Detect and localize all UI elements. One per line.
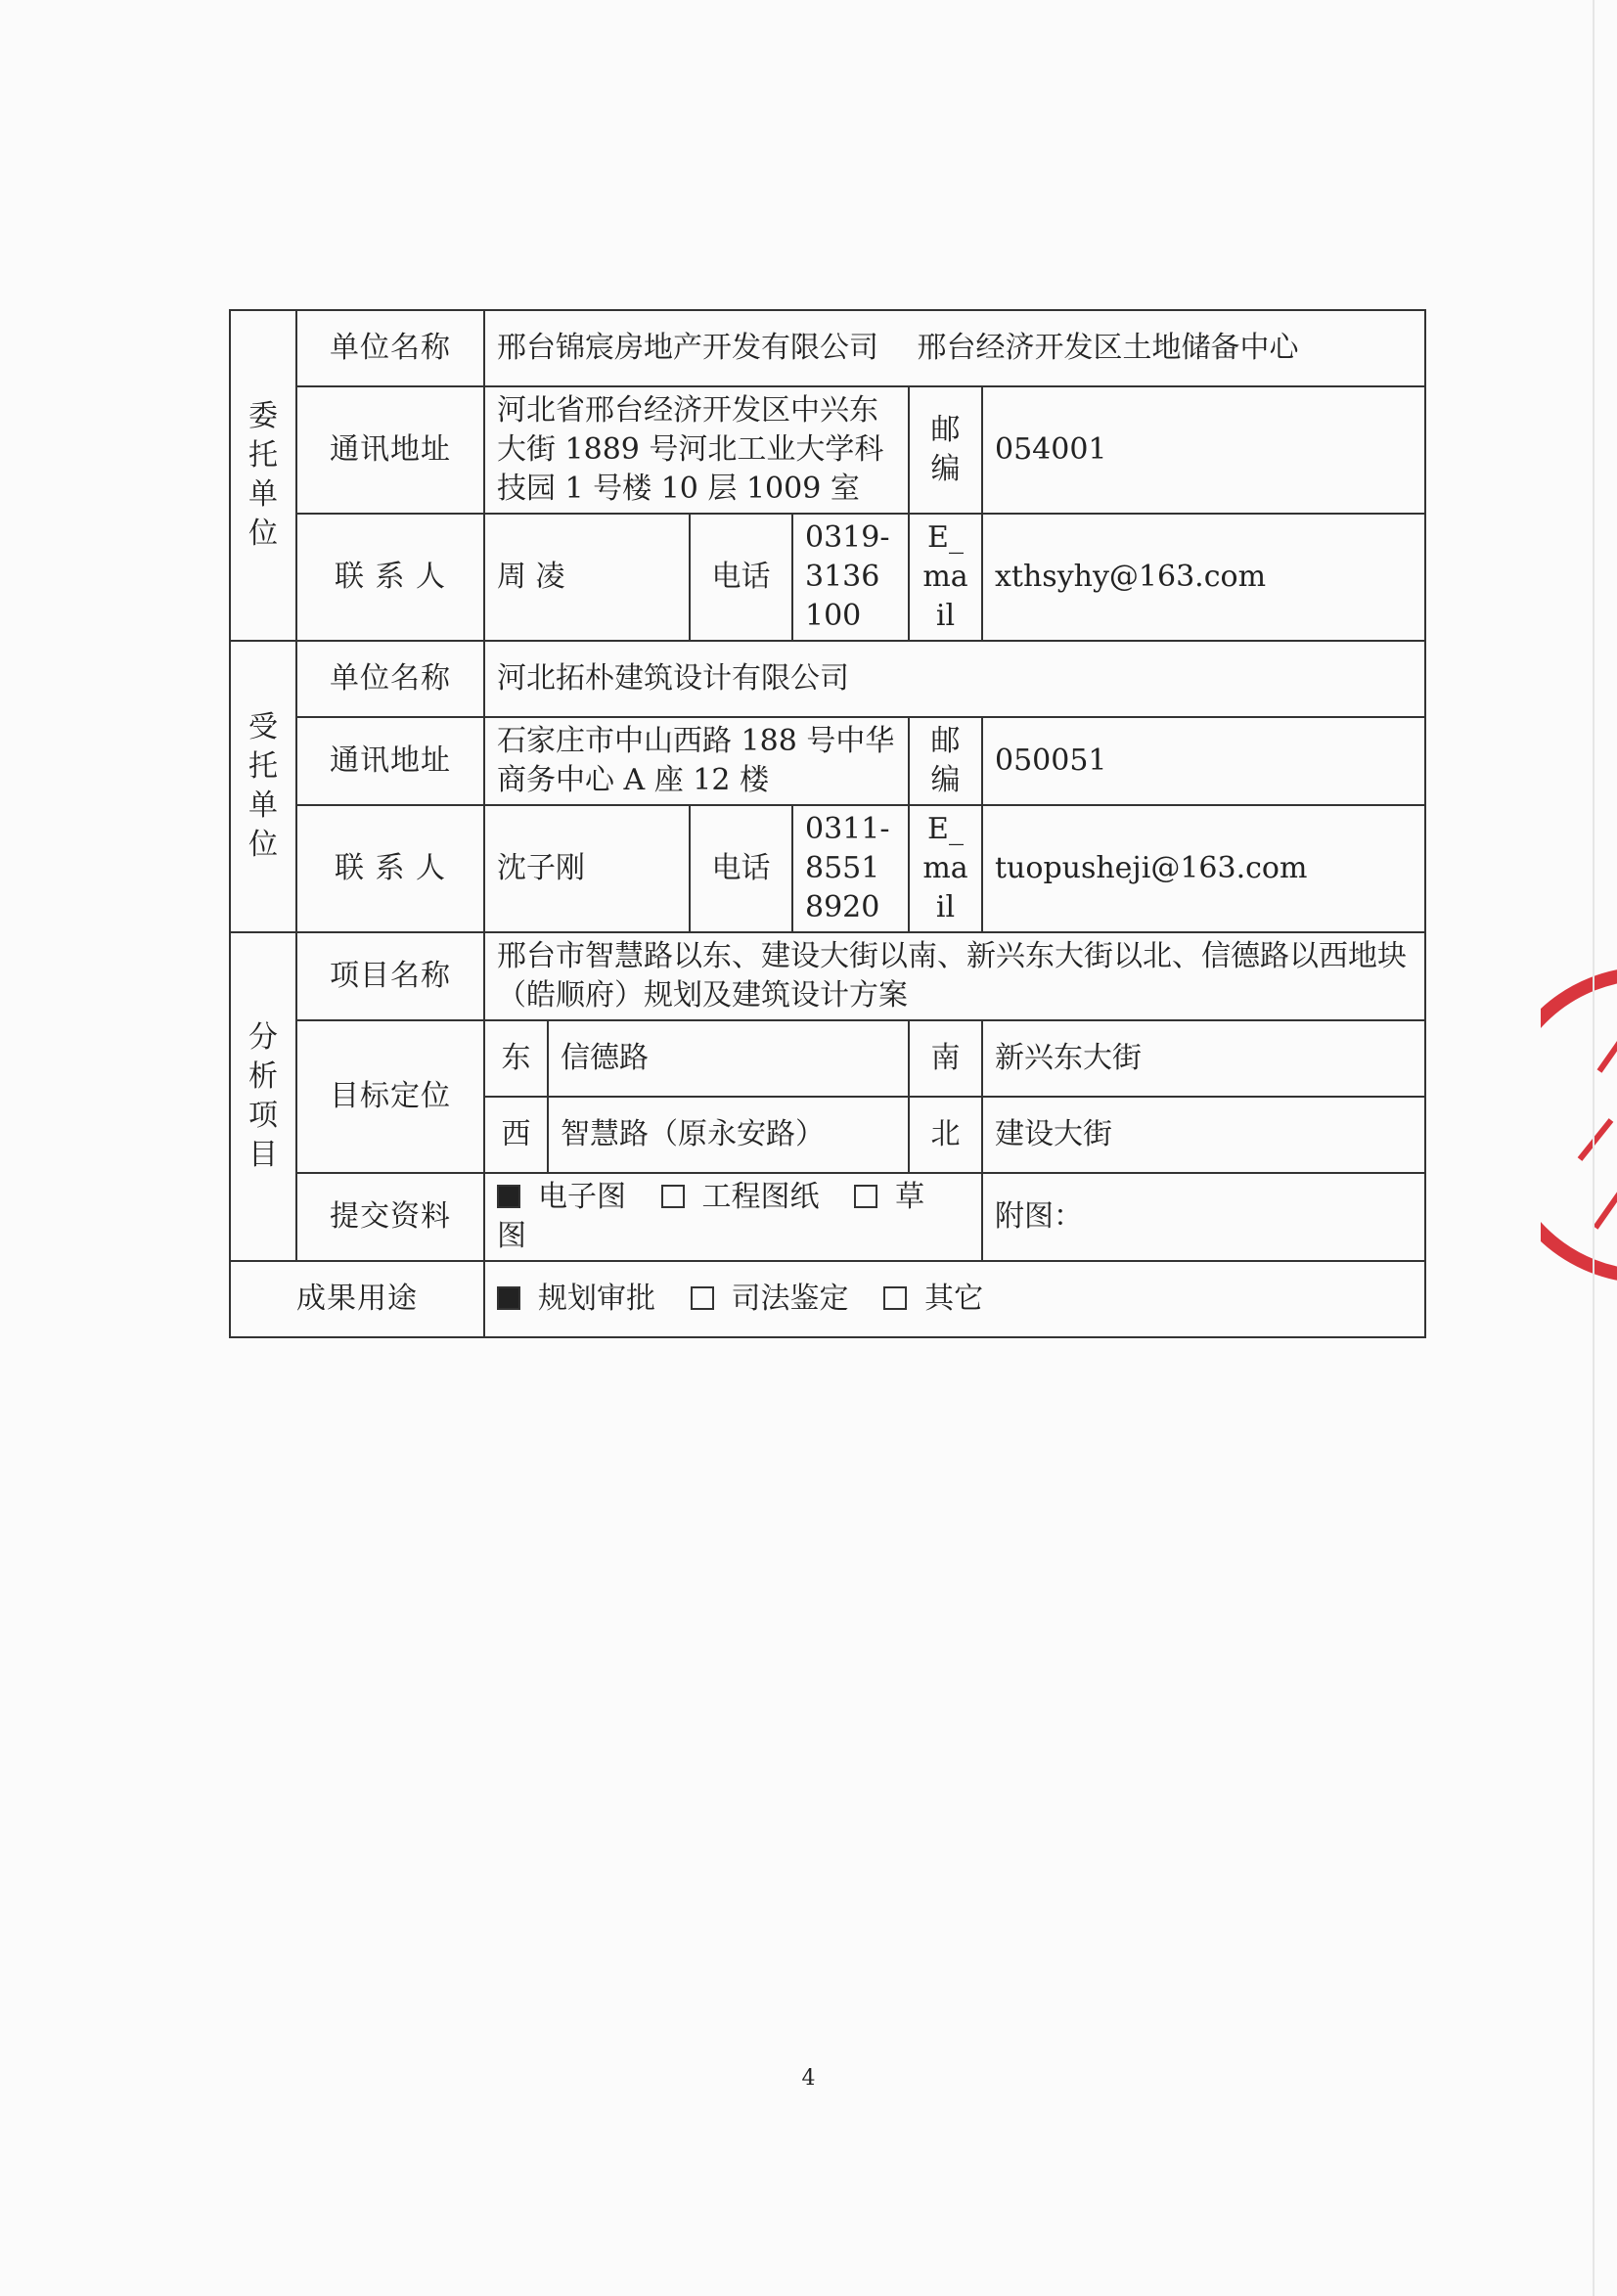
checkbox-empty-icon[interactable] (854, 1185, 877, 1208)
client-address-value: 河北省邢台经济开发区中兴东大街 1889 号河北工业大学科技园 1 号楼 10 层 1009 室 (484, 386, 909, 514)
usage-option-judicial[interactable]: 司法鉴定 (691, 1282, 849, 1316)
checkbox-empty-icon[interactable] (691, 1286, 714, 1310)
client-section-label: 委 托 单 位 (230, 310, 296, 641)
contractor-postcode-value: 050051 (982, 717, 1425, 805)
contractor-postcode-label: 邮 编 (909, 717, 982, 805)
west-label: 西 (484, 1097, 548, 1173)
east-label: 东 (484, 1020, 548, 1097)
client-phone-value: 0319-3136100 (792, 514, 909, 641)
contractor-contact-label: 联 系 人 (296, 805, 484, 932)
materials-option-sketch[interactable]: 草图 (497, 1180, 925, 1253)
contractor-address-value: 石家庄市中山西路 188 号中华商务中心 A 座 12 楼 (484, 717, 909, 805)
client-postcode-value: 054001 (982, 386, 1425, 514)
client-name-label: 单位名称 (296, 310, 484, 386)
contractor-contact-value: 沈子刚 (484, 805, 690, 932)
project-name-label: 项目名称 (296, 932, 484, 1020)
contractor-name-label: 单位名称 (296, 641, 484, 717)
materials-option-electronic[interactable]: 电子图 (497, 1180, 626, 1214)
client-postcode-label: 邮 编 (909, 386, 982, 514)
contractor-phone-label: 电话 (690, 805, 792, 932)
target-position-label: 目标定位 (296, 1020, 484, 1173)
client-email-value: xthsyhy@163.com (982, 514, 1425, 641)
project-name-value: 邢台市智慧路以东、建设大街以南、新兴东大街以北、信德路以西地块（皓顺府）规划及建筑设计方案 (484, 932, 1425, 1020)
usage-label: 成果用途 (230, 1261, 484, 1337)
page-number: 4 (801, 2066, 816, 2091)
commission-form-table (229, 309, 1426, 1338)
usage-options (484, 1261, 1425, 1337)
contractor-name-value: 河北拓朴建筑设计有限公司 (484, 641, 1425, 717)
materials-option-drawings[interactable]: 工程图纸 (661, 1180, 820, 1214)
checkbox-checked-icon[interactable] (497, 1286, 520, 1310)
west-value: 智慧路（原永安路） (548, 1097, 909, 1173)
client-contact-label: 联 系 人 (296, 514, 484, 641)
checkbox-empty-icon[interactable] (661, 1185, 685, 1208)
contractor-address-label: 通讯地址 (296, 717, 484, 805)
client-phone-label: 电话 (690, 514, 792, 641)
client-address-label: 通讯地址 (296, 386, 484, 514)
north-label: 北 (909, 1097, 982, 1173)
analysis-section-label: 分 析 项 目 (230, 932, 296, 1261)
checkbox-empty-icon[interactable] (883, 1286, 907, 1310)
north-value: 建设大街 (982, 1097, 1425, 1173)
attachment-label: 附图： (982, 1173, 1425, 1261)
client-contact-value: 周 凌 (484, 514, 690, 641)
contractor-email-label: E_mail (909, 805, 982, 932)
materials-label: 提交资料 (296, 1173, 484, 1261)
south-value: 新兴东大街 (982, 1020, 1425, 1097)
contractor-section-label: 受 托 单 位 (230, 641, 296, 932)
contractor-email-value: tuopusheji@163.com (982, 805, 1425, 932)
south-label: 南 (909, 1020, 982, 1097)
red-seal-fragment-icon (1541, 964, 1617, 1286)
client-email-label: E_mail (909, 514, 982, 641)
usage-option-planning[interactable]: 规划审批 (497, 1282, 655, 1316)
client-name-value: 邢台锦宸房地产开发有限公司 邢台经济开发区土地储备中心 (484, 310, 1425, 386)
east-value: 信德路 (548, 1020, 909, 1097)
checkbox-checked-icon[interactable] (497, 1185, 520, 1208)
materials-options (484, 1173, 982, 1261)
scan-edge (1593, 0, 1595, 2296)
usage-option-other[interactable]: 其它 (883, 1282, 983, 1316)
contractor-phone-value: 0311-85518920 (792, 805, 909, 932)
